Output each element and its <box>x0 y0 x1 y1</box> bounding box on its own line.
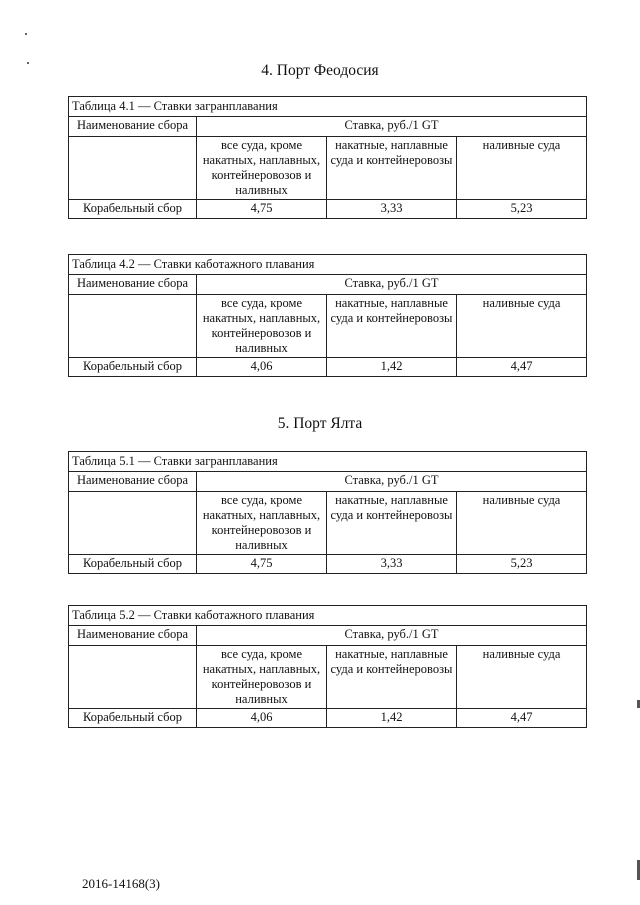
rate-value: 3,33 <box>327 555 457 574</box>
category-tankers: наливные суда <box>457 492 587 555</box>
category-general-vessels: все суда, кроме накатных, наплавных, контейнеровозов и наливных <box>197 646 327 709</box>
rates-table-4-2 <box>68 254 587 377</box>
rate-value: 4,47 <box>457 709 587 728</box>
category-roro-container: накатные, наплавные суда и контейнеровозы <box>327 492 457 555</box>
fee-row-label: Корабельный сбор <box>69 555 197 574</box>
fee-name-header: Наименование сбора <box>69 117 197 137</box>
section-heading-feodosia: 4. Порт Феодосия <box>261 62 379 79</box>
fee-name-header: Наименование сбора <box>69 626 197 646</box>
scan-speck <box>25 33 27 35</box>
table-caption: Таблица 5.2 — Ставки каботажного плавания <box>69 606 587 626</box>
fee-row-label: Корабельный сбор <box>69 709 197 728</box>
fee-name-header: Наименование сбора <box>69 472 197 492</box>
category-tankers: наливные суда <box>457 137 587 200</box>
category-roro-container: накатные, наплавные суда и контейнеровозы <box>327 137 457 200</box>
rate-header: Ставка, руб./1 GT <box>197 626 587 646</box>
fee-row-label: Корабельный сбор <box>69 358 197 377</box>
document-number: 2016-14168(3) <box>82 876 160 891</box>
fee-row-label: Корабельный сбор <box>69 200 197 219</box>
rate-value: 5,23 <box>457 200 587 219</box>
category-general-vessels: все суда, кроме накатных, наплавных, контейнеровозов и наливных <box>197 137 327 200</box>
empty-cell <box>69 137 197 200</box>
rates-table-5-2 <box>68 605 587 728</box>
rate-value: 4,06 <box>197 709 327 728</box>
rate-value: 3,33 <box>327 200 457 219</box>
rate-value: 5,23 <box>457 555 587 574</box>
table-caption: Таблица 4.2 — Ставки каботажного плавания <box>69 255 587 275</box>
rate-value: 4,75 <box>197 200 327 219</box>
rates-table-4-1 <box>68 96 587 219</box>
rate-header: Ставка, руб./1 GT <box>197 117 587 137</box>
rate-header: Ставка, руб./1 GT <box>197 472 587 492</box>
empty-cell <box>69 492 197 555</box>
table-caption: Таблица 5.1 — Ставки загранплавания <box>69 452 587 472</box>
rates-table-5-1 <box>68 451 587 574</box>
category-tankers: наливные суда <box>457 295 587 358</box>
rate-value: 4,47 <box>457 358 587 377</box>
rate-header: Ставка, руб./1 GT <box>197 275 587 295</box>
rate-value: 1,42 <box>327 709 457 728</box>
category-roro-container: накатные, наплавные суда и контейнеровозы <box>327 646 457 709</box>
section-heading-yalta: 5. Порт Ялта <box>277 415 363 432</box>
rate-value: 4,75 <box>197 555 327 574</box>
category-general-vessels: все суда, кроме накатных, наплавных, контейнеровозов и наливных <box>197 492 327 555</box>
rate-value: 4,06 <box>197 358 327 377</box>
empty-cell <box>69 295 197 358</box>
fee-name-header: Наименование сбора <box>69 275 197 295</box>
table-caption: Таблица 4.1 — Ставки загранплавания <box>69 97 587 117</box>
empty-cell <box>69 646 197 709</box>
category-tankers: наливные суда <box>457 646 587 709</box>
category-general-vessels: все суда, кроме накатных, наплавных, контейнеровозов и наливных <box>197 295 327 358</box>
category-roro-container: накатные, наплавные суда и контейнеровозы <box>327 295 457 358</box>
rate-value: 1,42 <box>327 358 457 377</box>
